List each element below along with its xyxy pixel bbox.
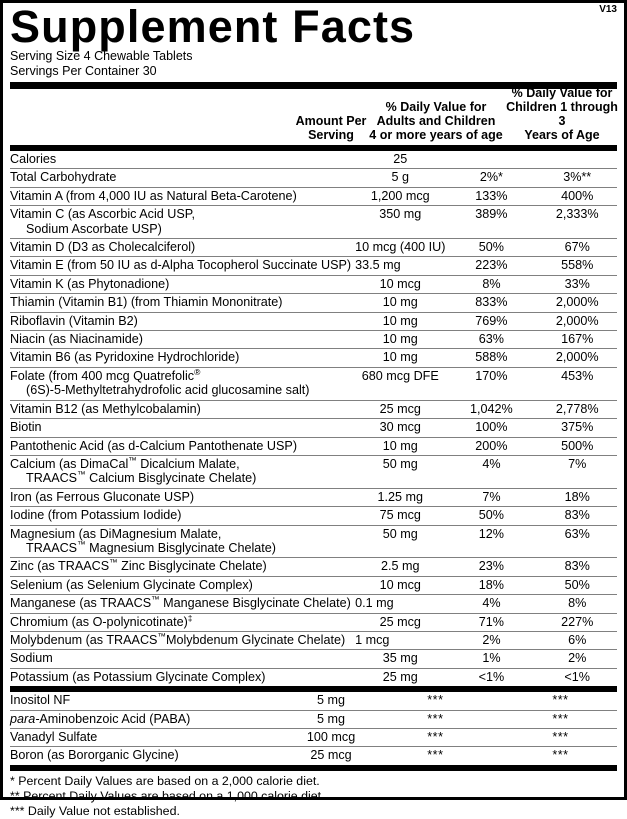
children-daily-value: 2,000% [555,350,599,365]
children-daily-value: 7% [568,456,587,471]
table-row [10,400,617,418]
table-row [10,710,617,728]
children-daily-value: 63% [564,526,590,541]
adults-daily-value: 12% [478,526,505,541]
amount-per-serving-value: 5 mg [317,693,346,708]
adults-daily-value: 588% [475,350,508,365]
nutrient-table-secondary [10,692,617,765]
amount-per-serving-value: 10 mcg [379,276,421,291]
nutrient-name: Manganese (as TRAACS™ Manganese Bisglycinate Chelate) [10,593,351,611]
column-header-amount: Amount Per Serving [295,114,367,142]
nutrient-name: Vitamin K (as Phytonadione) [10,276,170,291]
adults-daily-value: 1% [482,651,501,666]
nutrient-name: Niacin (as Niacinamide) [10,332,143,347]
adults-daily-value: *** [427,711,444,726]
amount-per-serving-value: 25 mcg [379,614,421,629]
children-daily-value: 83% [564,508,590,523]
column-headers [10,86,618,145]
adults-daily-value: 50% [478,508,505,523]
adults-daily-value: 769% [475,313,508,328]
adults-daily-value: 71% [478,614,505,629]
column-header-adults-dv: % Daily Value for Adults and Children 4 or more years of age [369,100,503,142]
adults-daily-value: 133% [475,188,508,203]
amount-per-serving-value: 33.5 mg [355,258,401,273]
adults-daily-value: 4% [482,456,501,471]
table-row [10,576,617,594]
nutrient-name: Inositol NF [10,693,71,708]
nutrient-name: Vitamin B12 (as Methylcobalamin) [10,401,201,416]
amount-per-serving-value: 30 mcg [379,420,421,435]
adults-daily-value: 50% [478,240,505,255]
table-row [10,631,617,649]
adults-daily-value: 23% [478,559,505,574]
version-tag: V13 [599,4,617,15]
table-row [10,367,617,400]
adults-daily-value [445,151,537,169]
children-daily-value: <1% [564,669,590,684]
children-daily-value: *** [552,693,569,708]
amount-per-serving-value: 10 mg [382,438,418,453]
children-daily-value: 167% [561,332,594,347]
amount-per-serving-value: 75 mcg [379,508,421,523]
amount-per-serving-value: 100 mcg [306,730,356,744]
amount-per-serving-value: 680 mcg DFE [361,368,439,383]
nutrient-name: Magnesium (as DiMagnesium Malate, TRAACS™ Magnesium Bisglycinate Chelate) [10,525,355,558]
nutrient-name: Vitamin E (from 50 IU as d-Alpha Tocopherol Succinate USP) [10,258,352,273]
children-daily-value: 8% [568,596,587,611]
table-row [10,349,617,367]
table-row [10,294,617,312]
table-row [10,419,617,437]
adults-daily-value: 389% [475,207,508,222]
children-daily-value: 2,000% [555,313,599,328]
children-daily-value [537,151,617,169]
children-daily-value: 2,778% [555,401,599,416]
children-daily-value: 83% [564,559,590,574]
nutrient-name: Vitamin C (as Ascorbic Acid USP, Sodium Ascorbate USP) [10,206,355,239]
table-row [10,525,617,558]
children-daily-value: 67% [564,240,590,255]
amount-per-serving-value: 10 mg [382,313,418,328]
children-daily-value: 375% [561,420,594,435]
nutrient-name: Folate (from 400 mcg Quatrefolic® (6S)-5-Methyltetrahydrofolic acid glucosamine salt) [10,367,355,400]
children-daily-value: 6% [568,632,587,647]
nutrient-name: Riboflavin (Vitamin B2) [10,313,138,328]
adults-daily-value: <1% [478,669,505,684]
amount-per-serving-value: 10 mg [382,332,418,347]
adults-daily-value: 1,042% [470,401,513,416]
amount-per-serving-value: 5 g [391,170,410,185]
nutrient-name-subline: (6S)-5-Methyltetrahydrofolic acid glucosamine salt) [26,383,310,398]
table-row [10,507,617,525]
children-daily-value: 50% [564,577,590,592]
adults-daily-value: 833% [475,295,508,310]
amount-per-serving-value: 2.5 mg [381,559,420,574]
amount-per-serving-value: 1,200 mcg [370,188,430,203]
title-row [10,1,617,52]
table-row [10,275,617,293]
nutrient-name: Chromium (as O-polynicotinate)‡ [10,612,193,629]
nutrient-name: Zinc (as TRAACS™ Zinc Bisglycinate Chelate) [10,557,267,574]
amount-per-serving-value: 35 mg [382,651,418,666]
nutrient-name: Calcium (as DimaCal™ Dicalcium Malate, TRAACS™ Calcium Bisglycinate Chelate) [10,455,355,488]
nutrient-name: Boron (as Bororganic Glycine) [10,748,179,763]
table-row [10,206,617,239]
children-daily-value: 2,333% [555,207,599,222]
adults-daily-value: 2% [482,632,501,647]
children-daily-value: *** [552,748,569,763]
children-daily-value: *** [552,730,569,744]
amount-per-serving-value: 25 mcg [310,748,352,763]
adults-daily-value: 8% [482,276,501,291]
amount-per-serving-value: 350 mg [379,207,422,222]
adults-daily-value: 223% [475,258,508,273]
nutrient-name: Total Carbohydrate [10,170,117,185]
children-daily-value: 227% [561,614,594,629]
nutrient-name: Iodine (from Potassium Iodide) [10,508,182,523]
servings-per-container: Servings Per Container 30 [10,63,157,78]
amount-per-serving-value: 10 mg [382,350,418,365]
nutrient-name: Potassium (as Potassium Glycinate Complex) [10,669,266,684]
children-daily-value: 2% [568,651,587,666]
table-row [10,151,617,169]
table-row [10,595,617,613]
children-daily-value: 453% [561,368,594,383]
adults-daily-value: 100% [475,420,508,435]
table-row [10,747,617,765]
children-daily-value: 558% [561,258,594,273]
amount-per-serving-value: 5 mg [317,711,346,726]
adults-daily-value: 18% [478,577,505,592]
children-daily-value: 33% [564,276,590,291]
nutrient-name: Sodium [10,651,53,666]
nutrient-name: Calories [10,152,57,166]
amount-per-serving-value: 10 mg [382,295,418,310]
nutrient-name-subline: Sodium Ascorbate USP) [26,221,162,236]
nutrient-name: Selenium (as Selenium Glycinate Complex) [10,577,253,592]
nutrient-name: Molybdenum (as TRAACS™Molybdenum Glycinate Chelate) [10,630,346,647]
amount-per-serving-value: 10 mcg [379,577,421,592]
column-header-children-dv: % Daily Value for Children 1 through 3 Years of Age [506,86,618,142]
footnote-item: ** Percent Daily Values are based on a 1,000 calorie diet. [10,788,325,803]
children-daily-value: 3%** [563,170,592,185]
children-daily-value: 2,000% [555,295,599,310]
footnote-item: *** Daily Value not established. [10,803,180,818]
table-row [10,257,617,275]
table-row [10,331,617,349]
adults-daily-value: *** [427,730,444,744]
amount-per-serving-value: 50 mg [382,526,418,541]
page-title: Supplement Facts [10,1,416,52]
nutrient-name: Vitamin B6 (as Pyridoxine Hydrochloride) [10,350,240,365]
nutrient-name: Vitamin D (D3 as Cholecalciferol) [10,240,196,255]
adults-daily-value: 200% [475,438,508,453]
nutrient-name: Vitamin A (from 4,000 IU as Natural Beta-Carotene) [10,188,297,203]
adults-daily-value: *** [427,748,444,763]
amount-per-serving-value: 0.1 mg [355,596,394,611]
nutrient-name-subline: TRAACS™ Magnesium Bisglycinate Chelate) [26,538,276,555]
nutrient-name: para-Aminobenzoic Acid (PABA) [10,711,191,726]
nutrient-name-subline: TRAACS™ Calcium Bisglycinate Chelate) [26,469,257,486]
adults-daily-value: 63% [478,332,505,347]
children-daily-value: *** [552,711,569,726]
children-daily-value: 18% [564,489,590,504]
serving-size: Serving Size 4 Chewable Tablets [10,49,193,63]
adults-daily-value: 4% [482,596,501,611]
table-row [10,455,617,488]
footnote-item: * Percent Daily Values are based on a 2,000 calorie diet. [10,773,320,788]
amount-per-serving-value: 1 mcg [355,632,390,647]
amount-per-serving-value: 25 mcg [379,401,421,416]
table-row [10,488,617,506]
table-row [10,558,617,576]
adults-daily-value: 7% [482,489,501,504]
children-daily-value: 400% [561,188,594,203]
table-row [10,437,617,455]
amount-per-serving-value: 10 mcg (400 IU) [355,240,446,255]
amount-per-serving-value: 25 [393,152,408,166]
table-row [10,239,617,257]
nutrient-name: Iron (as Ferrous Gluconate USP) [10,489,195,504]
footnotes [10,771,617,819]
amount-per-serving-value: 1.25 mg [377,489,424,504]
table-row [10,312,617,330]
table-row [10,169,617,187]
table-row [10,613,617,631]
nutrient-name: Biotin [10,420,42,435]
nutrient-name: Vanadyl Sulfate [10,730,98,744]
children-daily-value: 500% [561,438,594,453]
table-row [10,729,617,747]
amount-per-serving-value: 25 mg [382,669,418,684]
table-row [10,692,617,710]
table-row [10,668,617,686]
table-row [10,650,617,668]
nutrient-table-primary [10,151,617,686]
adults-daily-value: 2%* [479,170,503,185]
amount-per-serving-value: 50 mg [382,456,418,471]
table-row [10,187,617,205]
nutrient-name: Thiamin (Vitamin B1) (from Thiamin Mononitrate) [10,295,283,310]
adults-daily-value: 170% [475,368,508,383]
adults-daily-value: *** [427,693,444,708]
nutrient-name: Pantothenic Acid (as d-Calcium Pantothenate USP) [10,438,298,453]
